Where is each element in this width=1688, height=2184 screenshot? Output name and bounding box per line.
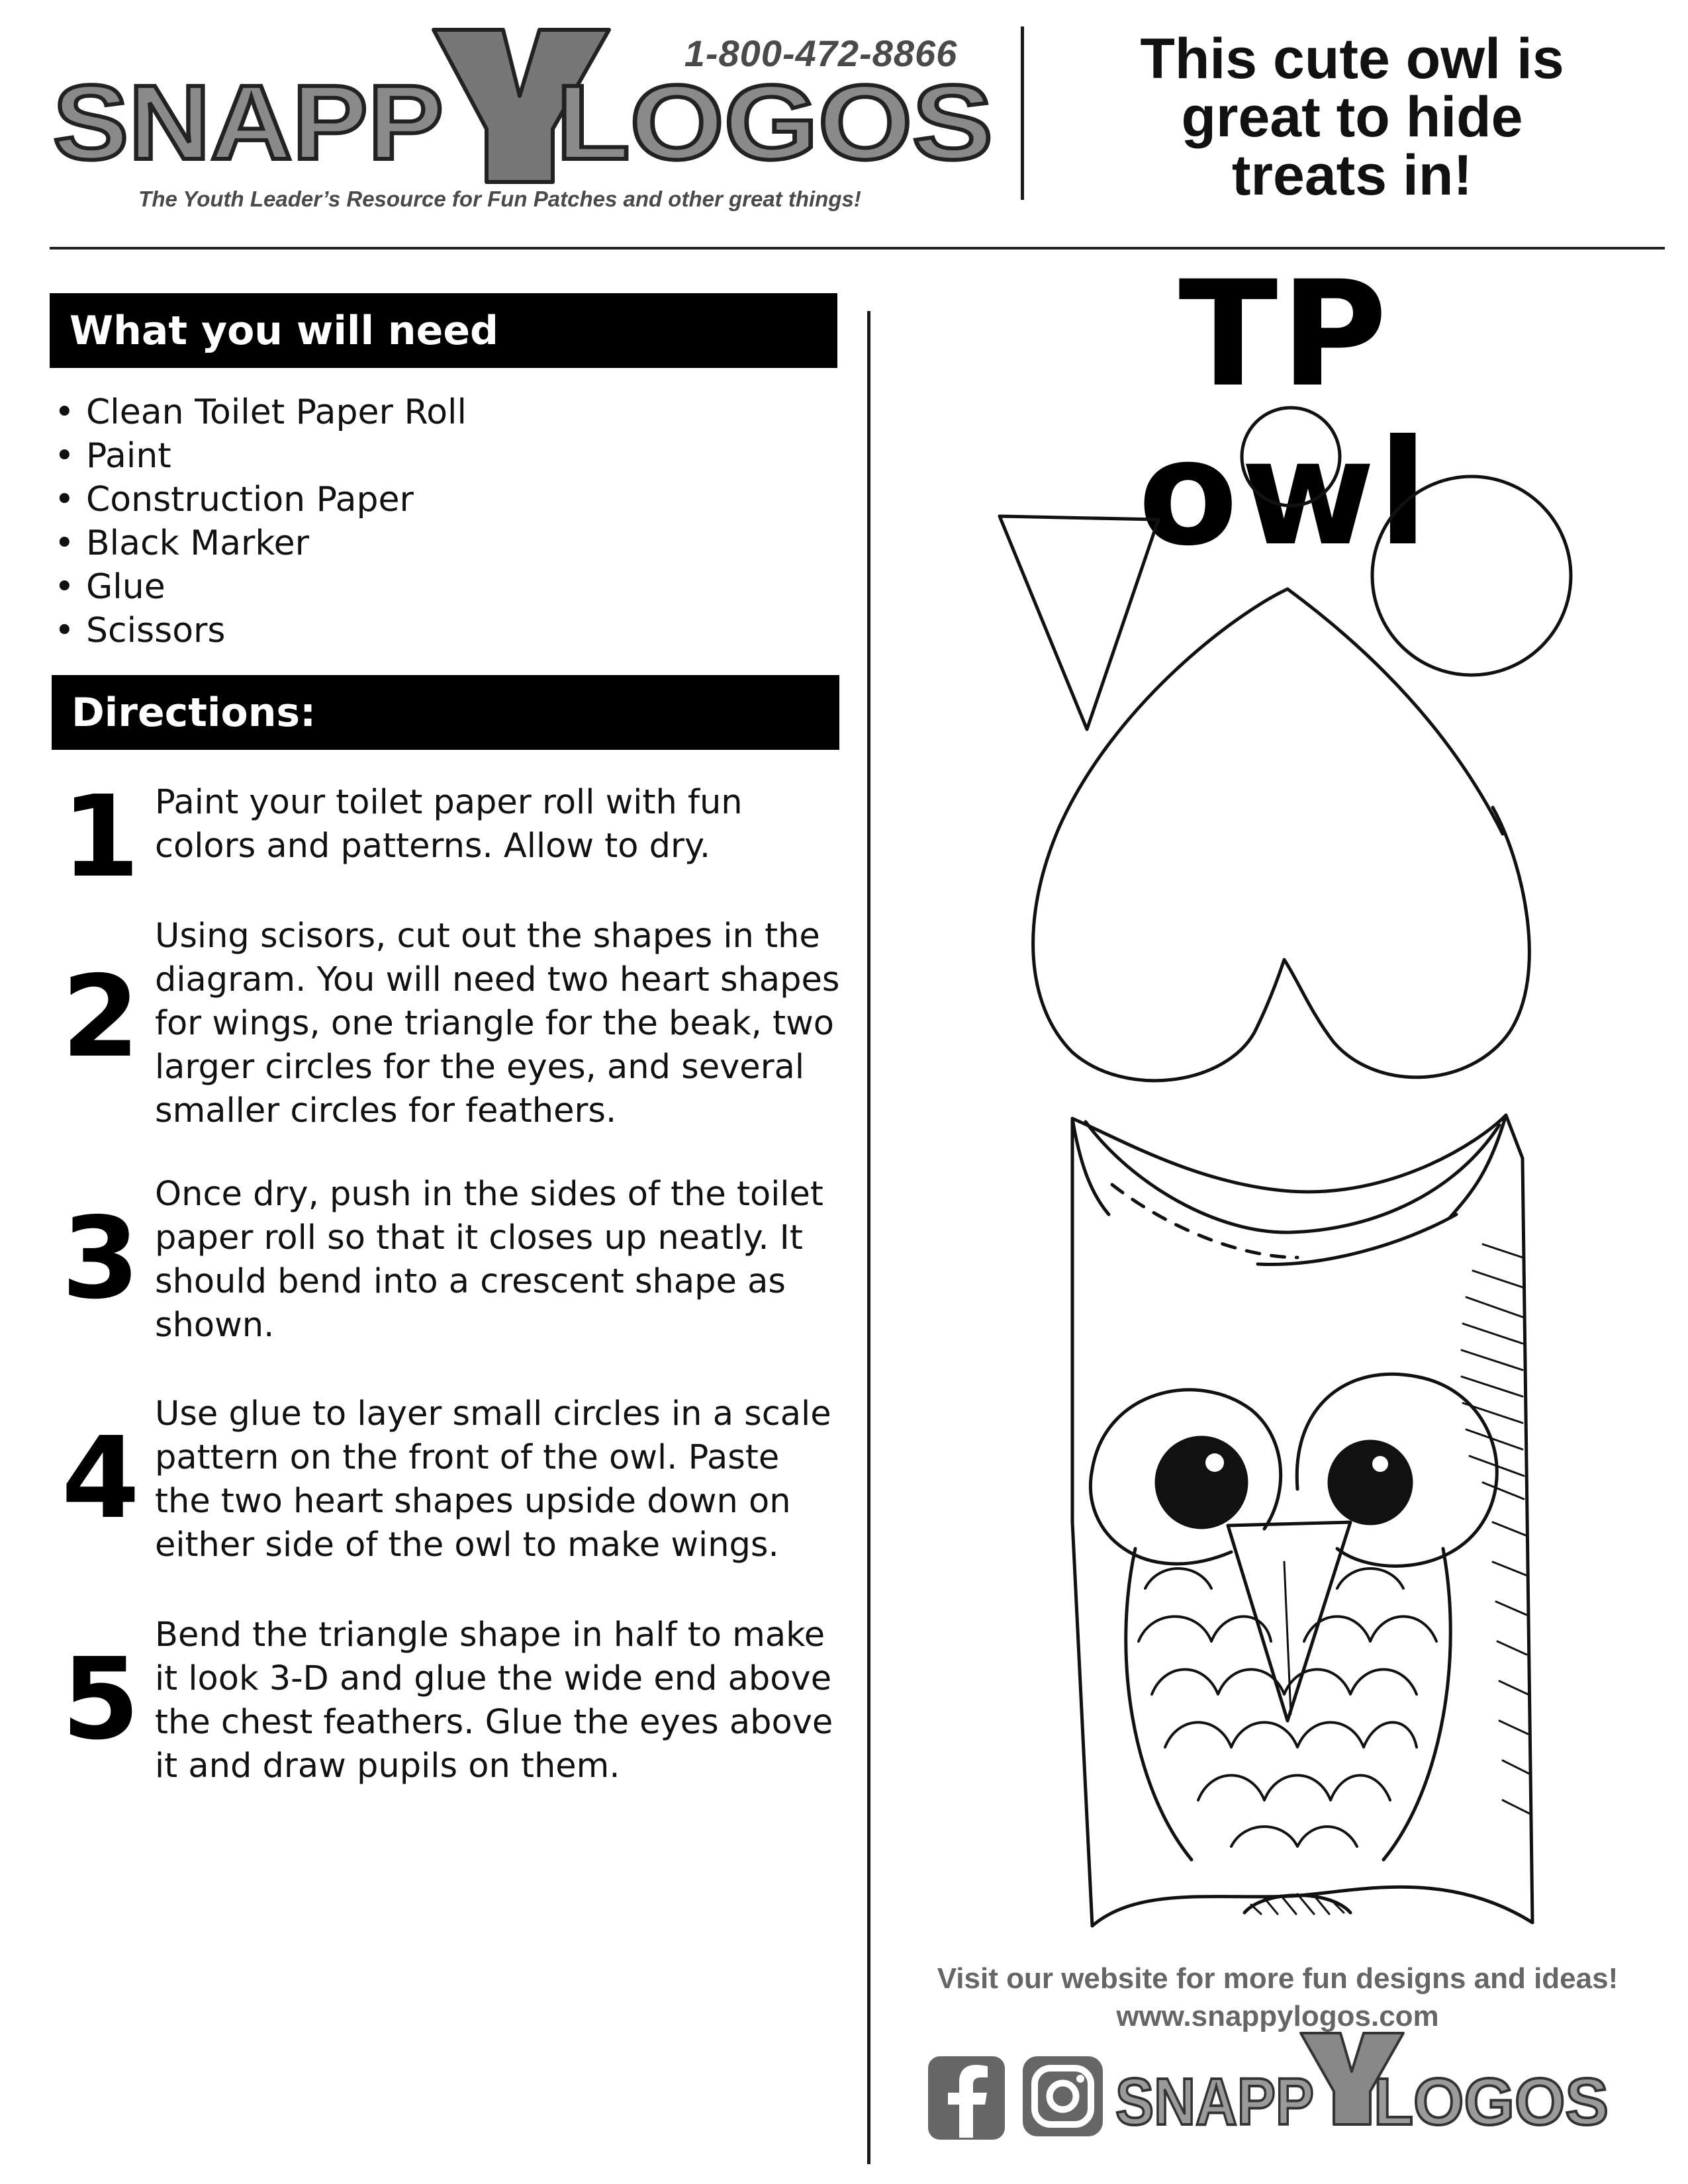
header-rule bbox=[50, 247, 1665, 250]
footer-snappylogos-logo bbox=[1112, 2025, 1615, 2151]
bullet-icon: • bbox=[54, 436, 75, 476]
column-divider bbox=[867, 311, 870, 2164]
phone-number: 1-800-472-8866 bbox=[684, 32, 958, 74]
step-number: 2 bbox=[61, 952, 140, 1083]
owl-template-diagram bbox=[980, 397, 1589, 1959]
bullet-icon: • bbox=[54, 523, 75, 563]
step-text: Use glue to layer small circles in a scale pattern on the front of the owl. Paste the two heart shapes upside down on either side of the owl to make wings. bbox=[155, 1394, 831, 1565]
bullet-icon: • bbox=[54, 611, 75, 651]
step-text: Bend the triangle shape in half to make it look 3-D and glue the wide end above the chest feathers. Glue the eyes above it and draw pupils on them. bbox=[155, 1615, 833, 1786]
step-number: 1 bbox=[61, 772, 140, 903]
bullet-icon: • bbox=[54, 480, 75, 520]
footer-logo-right: LOGOS bbox=[1374, 2065, 1609, 2139]
step-number: 3 bbox=[61, 1193, 140, 1324]
bullet-icon: • bbox=[54, 392, 75, 432]
step-text: Using scisors, cut out the shapes in the diagram. You will need two heart shapes for wings, one triangle for the beak, two larger circles for the eyes, and several smaller circles for feathers. bbox=[155, 917, 840, 1130]
needs-heading: What you will need bbox=[50, 293, 837, 368]
logo-brand-left: SNAPP bbox=[53, 63, 444, 181]
direction-step-2 bbox=[53, 915, 847, 1130]
step-number: 5 bbox=[61, 1634, 140, 1765]
small-circle-shape bbox=[1242, 408, 1340, 506]
list-item: • Glue bbox=[54, 565, 467, 609]
facebook-icon[interactable] bbox=[927, 2055, 1006, 2141]
direction-step-5 bbox=[53, 1614, 847, 1786]
step-text: Once dry, push in the sides of the toilet paper roll so that it closes up neatly. It should bend into a crescent shape as shown. bbox=[155, 1175, 823, 1345]
headline-line-1: This cute owl is bbox=[1140, 27, 1564, 91]
list-item: • Construction Paper bbox=[54, 478, 467, 522]
footer-visit-text: Visit our website for more fun designs and ideas! bbox=[937, 1962, 1618, 1995]
list-item: • Black Marker bbox=[54, 522, 467, 565]
step-number: 4 bbox=[61, 1413, 140, 1544]
needs-list bbox=[54, 390, 467, 653]
list-item: • Clean Toilet Paper Roll bbox=[54, 390, 467, 434]
triangle-shape bbox=[1000, 516, 1158, 729]
heart-shape bbox=[1033, 589, 1530, 1081]
website-link[interactable]: www.snappylogos.com bbox=[1116, 2000, 1439, 2032]
large-circle-shape bbox=[1372, 477, 1571, 675]
headline bbox=[1072, 27, 1632, 207]
directions-heading: Directions: bbox=[52, 675, 839, 750]
list-item: • Scissors bbox=[54, 609, 467, 653]
header-divider bbox=[1021, 26, 1024, 200]
list-item: • Paint bbox=[54, 434, 467, 478]
direction-step-3 bbox=[53, 1173, 847, 1345]
bullet-icon: • bbox=[54, 567, 75, 607]
logo-tagline: The Youth Leader’s Resource for Fun Patches and other great things! bbox=[138, 187, 861, 211]
instagram-icon[interactable] bbox=[1021, 2055, 1104, 2138]
headline-line-2: great to hide bbox=[1181, 85, 1523, 149]
step-text: Paint your toilet paper roll with fun colors and patterns. Allow to dry. bbox=[155, 783, 743, 866]
direction-step-4 bbox=[53, 1392, 847, 1565]
logo-brand-right: LOGOS bbox=[556, 63, 993, 181]
owl-illustration bbox=[1072, 1115, 1532, 1926]
diagram-title: TP owl bbox=[1138, 250, 1430, 578]
headline-line-3: treats in! bbox=[1231, 144, 1473, 207]
footer-logo-left: SNAPP bbox=[1115, 2065, 1314, 2139]
